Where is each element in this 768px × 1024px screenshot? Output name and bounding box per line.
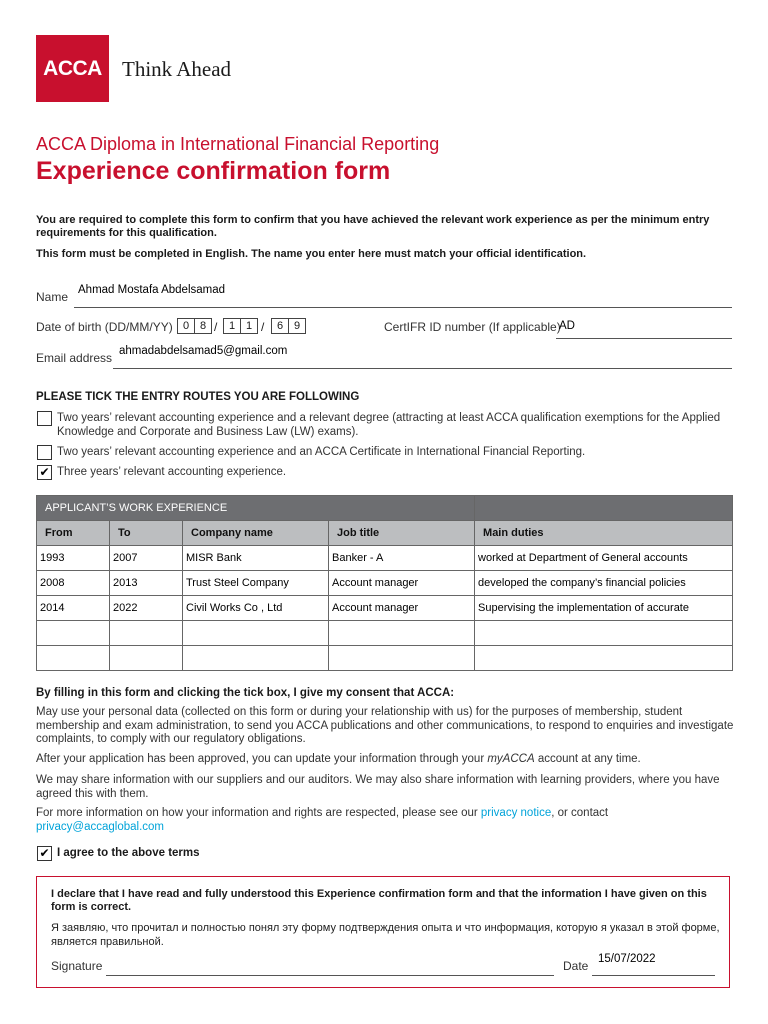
dob-month-1[interactable]: 1 <box>223 318 241 334</box>
cell-main-duties[interactable]: worked at Department of General accounts <box>475 546 733 571</box>
dob-separator: / <box>214 320 218 334</box>
date-underline <box>592 975 715 976</box>
intro-requirements: You are required to complete this form to confirm that you have achieved the relevant work experience as per the minimum entry requirements for this qualification. <box>36 214 710 239</box>
email-label: Email address <box>36 351 113 365</box>
signature-line[interactable] <box>106 975 554 976</box>
intro-english-notice: This form must be completed in English. The name you enter here must match your official identification. <box>36 248 587 260</box>
route-3-checkbox[interactable]: ✔ <box>37 465 52 480</box>
declaration-russian: Я заявляю, что прочитал и полностью понял эту форму подтверждения опыта и что информация, которую я указал в этой форме, является правильной. <box>51 922 720 948</box>
entry-routes-heading: PLEASE TICK THE ENTRY ROUTES YOU ARE FOLLOWING <box>36 391 360 403</box>
cell-from[interactable] <box>37 621 110 646</box>
route-2-checkbox[interactable] <box>37 445 52 460</box>
dob-year-2[interactable]: 9 <box>288 318 306 334</box>
agree-terms-checkbox[interactable]: ✔ <box>37 846 52 861</box>
cell-main-duties[interactable]: Supervising the implementation of accurate <box>475 596 733 621</box>
consent-p4-text: For more information on how your information and rights are respected, please see our <box>36 807 481 819</box>
dob-day-1[interactable]: 0 <box>177 318 195 334</box>
privacy-email-link[interactable]: privacy@accaglobal.com <box>36 820 165 833</box>
form-title: Experience confirmation form <box>36 157 391 185</box>
cell-to[interactable]: 2013 <box>110 571 183 596</box>
consent-p2-text-end: account at any time. <box>534 753 641 765</box>
cell-company[interactable] <box>183 646 329 671</box>
cell-company[interactable]: Civil Works Co , Ltd <box>183 596 329 621</box>
signature-date-field[interactable]: 15/07/2022 <box>598 953 656 965</box>
consent-p2-text: After your application has been approved, you can update your information through your <box>36 753 488 765</box>
cell-main-duties[interactable]: developed the company’s financial policies <box>475 571 733 596</box>
cell-company[interactable]: Trust Steel Company <box>183 571 329 596</box>
cell-to[interactable] <box>110 621 183 646</box>
cell-from[interactable]: 2008 <box>37 571 110 596</box>
consent-heading: By filling in this form and clicking the tick box, I give my consent that ACCA: <box>36 687 455 699</box>
route-3-label: Three years’ relevant accounting experience. <box>57 466 287 478</box>
cell-to[interactable]: 2022 <box>110 596 183 621</box>
cell-from[interactable]: 2014 <box>37 596 110 621</box>
consent-p4-mid: , or contact <box>551 807 609 819</box>
cell-main-duties[interactable] <box>475 646 733 671</box>
col-header-job-title: Job title <box>329 521 475 546</box>
cell-main-duties[interactable] <box>475 621 733 646</box>
agree-terms-label: I agree to the above terms <box>57 847 200 859</box>
cell-company[interactable] <box>183 621 329 646</box>
email-field[interactable]: ahmadabdelsamad5@gmail.com <box>119 345 288 357</box>
cell-job-title[interactable]: Account manager <box>329 571 475 596</box>
work-experience-table <box>36 495 733 671</box>
acca-logo: ACCA <box>36 35 109 102</box>
dob-label: Date of birth (DD/MM/YY) <box>36 320 173 334</box>
signature-label: Signature <box>51 959 103 973</box>
route-1-label: Two years’ relevant accounting experience and a relevant degree (attracting at least ACCA qualification exemptions for the Applied Knowledge and Corporate and Business Law (LW) exams). <box>57 412 721 438</box>
table-row <box>37 646 733 671</box>
table-row <box>37 571 733 596</box>
name-field[interactable]: Ahmad Mostafa Abdelsamad <box>78 284 226 296</box>
cell-job-title[interactable]: Account manager <box>329 596 475 621</box>
consent-paragraph-1: May use your personal data (collected on this form or during your relationship with us) for the purposes of membership, student membership and exam administration, to send you ACCA publications and other communications, to respond to enquiries and investigate complaints, to comply with our regulatory obligations. <box>36 706 734 745</box>
table-row <box>37 546 733 571</box>
consent-paragraph-2 <box>36 753 736 767</box>
dob-year-1[interactable]: 6 <box>271 318 289 334</box>
cell-job-title[interactable] <box>329 646 475 671</box>
col-header-to: To <box>110 521 183 546</box>
col-header-from: From <box>37 521 110 546</box>
name-label: Name <box>36 290 69 304</box>
certifr-field[interactable]: AD <box>559 320 575 332</box>
table-row <box>37 596 733 621</box>
email-underline <box>113 368 732 369</box>
declaration-english: I declare that I have read and fully understood this Experience confirmation form and that the information I have given on this form is correct. <box>51 888 707 913</box>
table-row <box>37 621 733 646</box>
dob-day-2[interactable]: 8 <box>194 318 212 334</box>
privacy-notice-link[interactable]: privacy notice <box>480 807 552 819</box>
cell-job-title[interactable]: Banker - A <box>329 546 475 571</box>
col-header-main-duties: Main duties <box>475 521 733 546</box>
col-header-company: Company name <box>183 521 329 546</box>
date-label: Date <box>563 959 589 973</box>
myacca-term: myACCA <box>487 753 535 765</box>
form-subtitle: ACCA Diploma in International Financial Reporting <box>36 134 440 154</box>
cell-company[interactable]: MISR Bank <box>183 546 329 571</box>
cell-from[interactable] <box>37 646 110 671</box>
route-1-checkbox[interactable] <box>37 411 52 426</box>
dob-separator: / <box>261 320 265 334</box>
tagline: Think Ahead <box>122 57 232 81</box>
cell-to[interactable] <box>110 646 183 671</box>
certifr-underline <box>556 338 732 339</box>
name-underline <box>74 307 732 308</box>
consent-paragraph-4 <box>36 807 736 834</box>
route-2-label: Two years’ relevant accounting experience and an ACCA Certificate in International Financial Reporting. <box>57 446 586 458</box>
cell-from[interactable]: 1993 <box>37 546 110 571</box>
cell-job-title[interactable] <box>329 621 475 646</box>
certifr-label: CertIFR ID number (If applicable) <box>384 320 561 334</box>
table-section-title: APPLICANT’S WORK EXPERIENCE <box>37 496 475 521</box>
dob-month-2[interactable]: 1 <box>240 318 258 334</box>
cell-to[interactable]: 2007 <box>110 546 183 571</box>
consent-paragraph-3: We may share information with our suppliers and our auditors. We may also share information with learning providers, where you have agreed this with them. <box>36 774 720 800</box>
table-section-blank <box>475 496 733 521</box>
